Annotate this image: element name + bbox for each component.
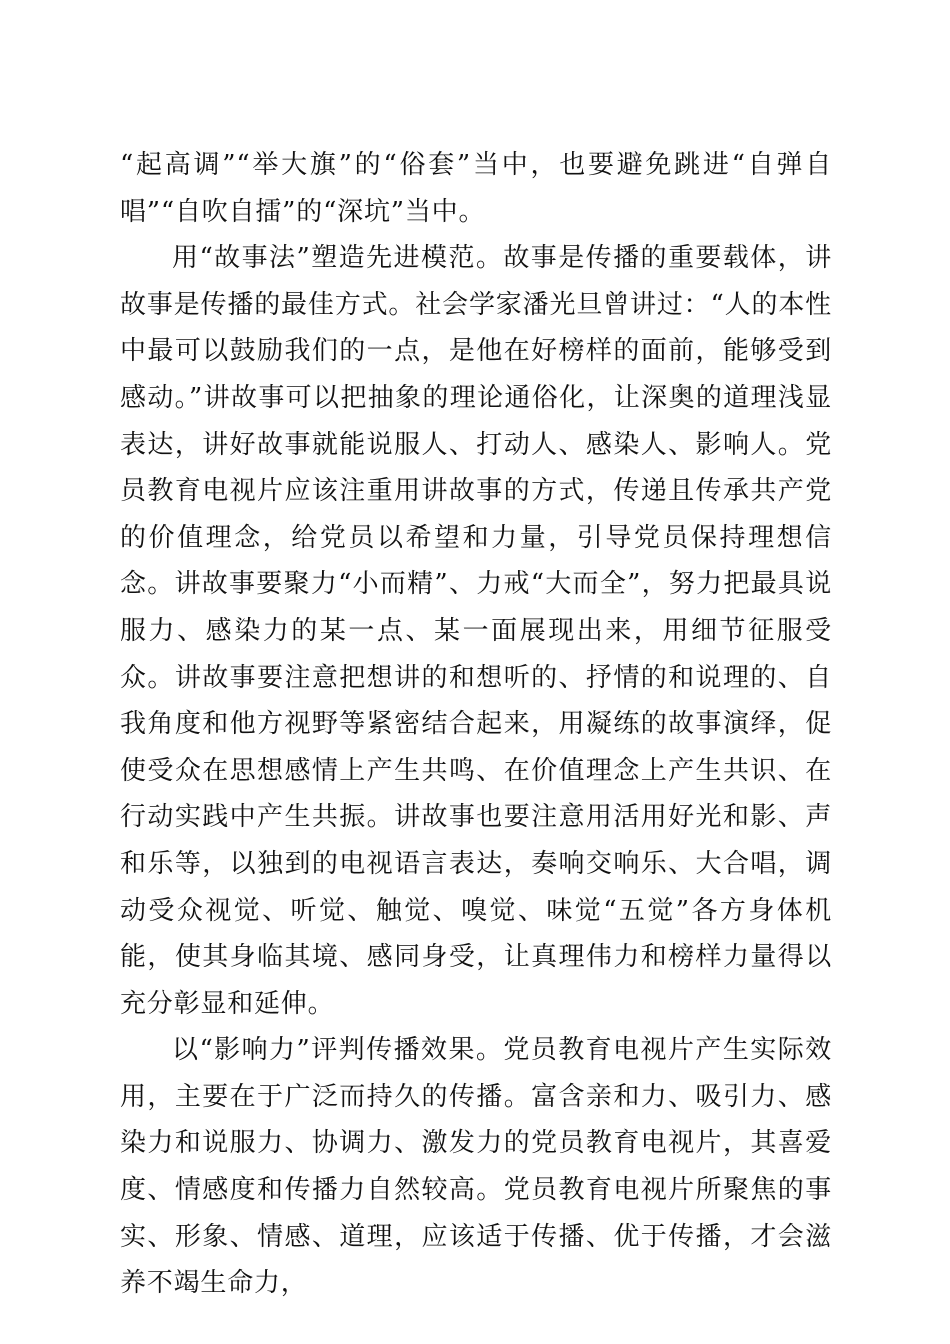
- paragraph-influence: 以“影响力”评判传播效果。党员教育电视片产生实际效用，主要在于广泛而持久的传播。富含亲和力、吸引力、感染力和说服力、协调力、激发力的党员教育电视片，其喜爱度、情感度和传播力自然较高。党员教育电视片所聚焦的事实、形象、情感、道理，应该适于传播、优于传播，才会滋养不竭生命力，: [120, 1035, 832, 1299]
- paragraph-continuation: “起高调”“举大旗”的“俗套”当中，也要避免跳进“自弹自唱”“自吹自擂”的“深坑”当中。: [120, 150, 832, 227]
- paragraph-storytelling: 用“故事法”塑造先进模范。故事是传播的重要载体，讲故事是传播的最佳方式。社会学家潘光旦曾讲过：“人的本性中最可以鼓励我们的一点，是他在好榜样的面前，能够受到感动。”讲故事可以把抽象的理论通俗化，让深奥的道理浅显表达，讲好故事就能说服人、打动人、感染人、影响人。党员教育电视片应该注重用讲故事的方式，传递且传承共产党的价值理念，给党员以希望和力量，引导党员保持理想信念。讲故事要聚力“小而精”、力戒“大而全”，努力把最具说服力、感染力的某一点、某一面展现出来，用细节征服受众。讲故事要注意把想讲的和想听的、抒情的和说理的、自我角度和他方视野等紧密结合起来，用凝练的故事演绎，促使受众在思想感情上产生共鸣、在价值理念上产生共识、在行动实践中产生共振。讲故事也要注意用活用好光和影、声和乐等，以独到的电视语言表达，奏响交响乐、大合唱，调动受众视觉、听觉、触觉、嗅觉、味觉“五觉”各方身体机能，使其身临其境、感同身受，让真理伟力和榜样力量得以充分彰显和延伸。: [120, 243, 832, 1019]
- document-page: [120, 142, 832, 1307]
